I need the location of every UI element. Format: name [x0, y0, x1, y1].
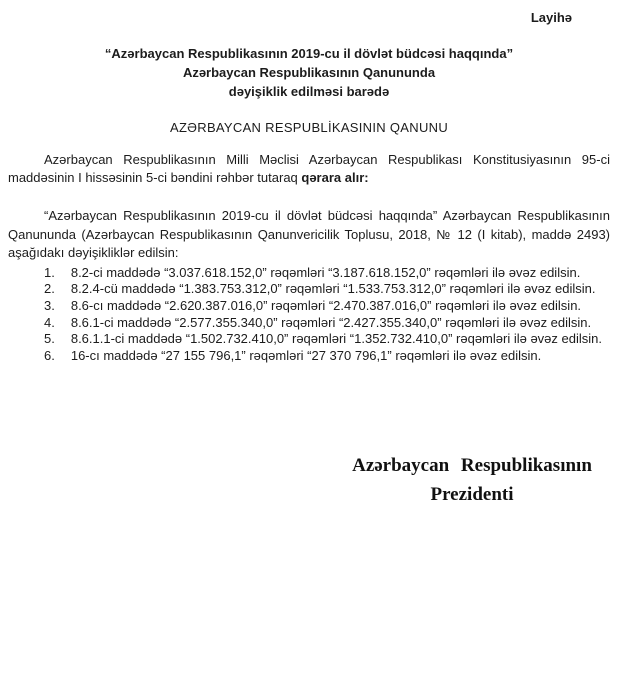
item-text: 8.6.1-ci maddədə “2.577.355.340,0” rəqəmləri “2.427.355.340,0” rəqəmləri ilə əvəz edilsin. [70, 314, 592, 330]
amendment-list [8, 265, 610, 365]
preamble-text: Azərbaycan Respublikasının Milli Məclisi Azərbaycan Respublikası Konstitusiyasının 95-ci maddəsinin I hissəsinin 5-ci bəndini rəhbər tutaraq [8, 151, 610, 185]
list-item-4 [8, 315, 610, 332]
signature-line-1: Azərbaycan Respublikasının [352, 454, 592, 476]
item-number: 6. [44, 347, 55, 363]
list-item-6 [8, 348, 610, 365]
item-text: 8.2-ci maddədə “3.037.618.152,0” rəqəmləri “3.187.618.152,0” rəqəmləri ilə əvəz edilsin. [70, 264, 581, 280]
item-text: 16-cı maddədə “27 155 796,1” rəqəmləri “27 370 796,1” rəqəmləri ilə əvəz edilsin. [70, 347, 542, 363]
item-text: 8.2.4-cü maddədə “1.383.753.312,0” rəqəmləri “1.533.753.312,0” rəqəmləri ilə əvəz edilsin. [70, 281, 596, 297]
preamble-decision-phrase: qərara alır: [301, 169, 369, 185]
list-item-2 [8, 281, 610, 298]
item-number: 5. [44, 331, 55, 347]
preamble-paragraph [8, 151, 610, 188]
list-item-5 [8, 331, 610, 348]
document-title [8, 45, 610, 102]
item-number: 1. [44, 264, 55, 280]
title-line-3: dəyişiklik edilməsi barədə [228, 83, 390, 99]
law-heading: AZƏRBAYCAN RESPUBLİKASININ QANUNU [169, 119, 449, 135]
title-line-2: Azərbaycan Respublikasının Qanununda [182, 64, 436, 80]
list-item-1 [8, 265, 610, 282]
item-text: 8.6-cı maddədə “2.620.387.016,0” rəqəmləri “2.470.387.016,0” rəqəmləri ilə əvəz edilsin. [70, 298, 582, 314]
title-line-1: “Azərbaycan Respublikasının 2019-cu il dövlət büdcəsi haqqında” [104, 46, 514, 61]
list-item-3 [8, 298, 610, 315]
item-text: 8.6.1.1-ci maddədə “1.502.732.410,0” rəqəmləri “1.352.732.410,0” rəqəmləri ilə əvəz edilsin. [70, 331, 602, 347]
item-number: 3. [44, 298, 55, 314]
signature-block [338, 451, 606, 510]
signature-line-2: Prezidenti [430, 483, 514, 505]
item-number: 4. [44, 314, 55, 330]
intro-paragraph: “Azərbaycan Respublikasının 2019-cu il dövlət büdcəsi haqqında” Azərbaycan Respublikasının Qanununda (Azərbaycan Respublikasının Qanunvericilik Toplusu, 2018, № 12 (I kitab), maddə 2493) aşağıdakı dəyişikliklər edilsin: [8, 208, 610, 261]
item-number: 2. [44, 281, 55, 297]
draft-label: Layihə [530, 10, 572, 25]
